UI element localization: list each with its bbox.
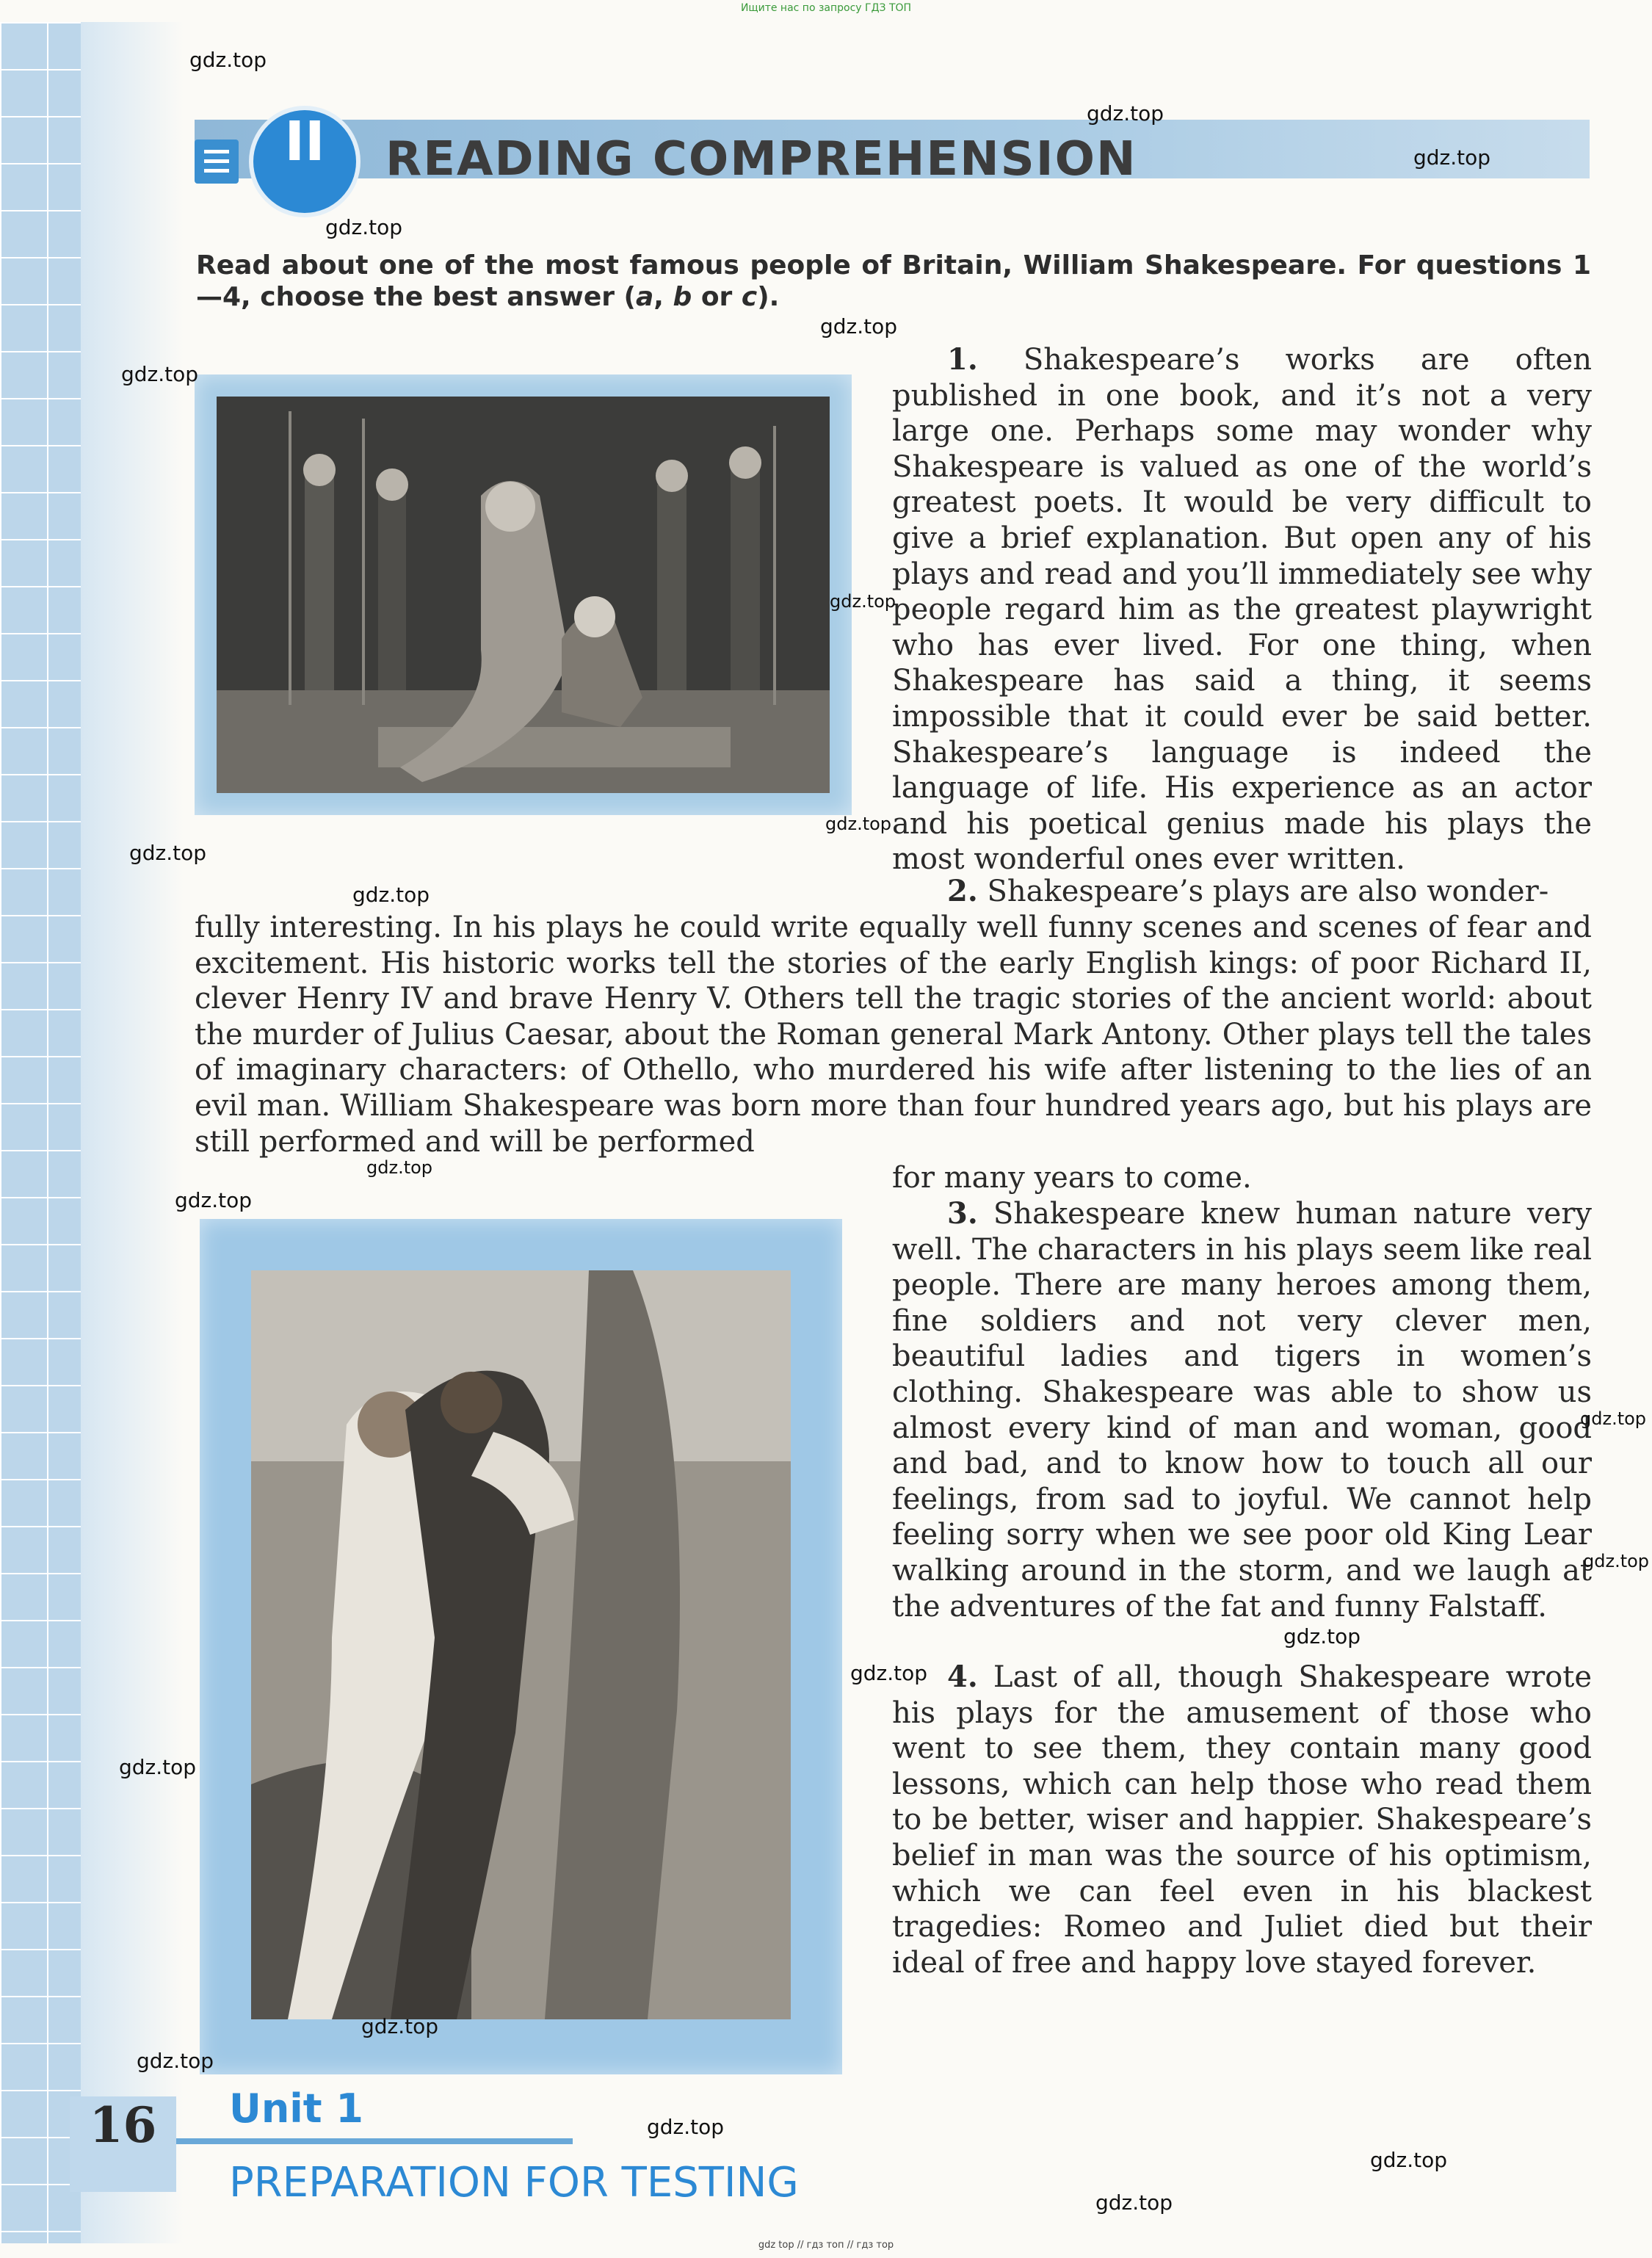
paragraph-2-end: for many years to come. <box>892 1161 1252 1195</box>
paragraph-2-body: fully interesting. In his plays he could write equally well funny scenes and scenes of fear and excitement. His historic works tell the stories of the early English kings: of poor Richard II, clever Henry IV and brave Henry V. Others tell the tragic stories of the ancient world: about the murder of Julius Caesar, about the Roman general Mark Antony. Other plays tell the tales of imaginary characters: of Othello, who murdered his wife after listening to the lies of an evil man. William Shakespeare was born more than four hundred years ago, but his plays are still performed and will be performed <box>195 911 1592 1159</box>
watermark: gdz.top <box>1413 145 1491 170</box>
watermark: gdz.top <box>325 215 403 239</box>
menu-icon <box>195 140 239 184</box>
section-number-badge: II <box>253 110 356 213</box>
watermark: gdz.top <box>189 48 267 72</box>
grid-fade <box>81 22 184 2243</box>
page-number: 16 <box>70 2096 176 2192</box>
unit-subtitle: PREPARATION FOR TESTING <box>229 2159 799 2207</box>
photo-frame-stage <box>195 374 852 815</box>
watermark: gdz.top <box>1095 2190 1173 2215</box>
watermark: gdz.top <box>366 1157 433 1178</box>
watermark: gdz.top <box>129 841 207 865</box>
watermark: gdz.top <box>830 591 896 612</box>
paragraph-1: 1. Shakespeare’s works are often published in one book, and it’s not a very large one. Perhaps some may wonder why Shakespeare is valued as one of the world’s greatest poets. It would be very difficult to give a brief explanation. But open any of his plays and read and you’ll immediately see why people regard him as the greatest playwright who has ever lived. For one thing, when Shakespeare has said a thing, it seems impossible that it could ever be said better. Shakespeare’s language is indeed the language of life. His experience as an actor and his poetical genius made his plays the most wonderful ones ever written. <box>892 342 1592 877</box>
top-note: Ищите нас по запросу ГДЗ ТОП <box>740 2 912 14</box>
watermark: gdz.top <box>647 2115 725 2139</box>
watermark: gdz.top <box>352 883 430 907</box>
romeo-juliet-illustration <box>251 1270 791 2019</box>
unit-divider <box>176 2138 573 2144</box>
unit-title: Unit 1 <box>229 2085 363 2132</box>
paragraph-2-start: 2. Shakespeare’s plays are also wonder- <box>947 874 1549 908</box>
grid-decoration <box>0 22 81 2243</box>
watermark: gdz.top <box>850 1661 928 1685</box>
bottom-note: gdz top // гдз топ // гдз тор <box>758 2240 894 2251</box>
watermark: gdz.top <box>361 2014 439 2038</box>
watermark: gdz.top <box>119 1755 197 1779</box>
task-instructions: Read about one of the most famous people of Britain, William Shakespeare. For questions 1—4, choose the best answer (a, b or c). <box>196 250 1591 312</box>
paragraph-4: 4. Last of all, though Shakespeare wrote his plays for the amusement of those who went to see them, they contain many good lessons, which can help those who read them to be better, wiser and happier. Shakespeare’s belief in man was the source of his optimism, which we can feel even in his blackest tragedies: Romeo and Juliet died but their ideal of free and happy love stayed forever. <box>892 1660 1592 1980</box>
watermark: gdz.top <box>1087 101 1164 126</box>
watermark: gdz.top <box>820 314 898 339</box>
watermark: gdz.top <box>825 814 892 834</box>
paragraph-3: 3. Shakespeare knew human nature very well. The characters in his plays seem like real people. There are many heroes among them, fine soldiers and not very clever men, beautiful ladies and tigers in women’s clothing. Shakespeare was able to show us almost every kind of man and woman, good and bad, and to know how to touch all our feelings, from sad to joyful. We cannot help feeling sorry when we see poor old King Lear walking around in the storm, and we laugh at the adventures of the fat and funny Falstaff. <box>892 1196 1592 1624</box>
watermark: gdz.top <box>121 362 199 386</box>
watermark: gdz.top <box>137 2049 214 2073</box>
section-title: READING COMPREHENSION <box>385 132 1137 187</box>
watermark: gdz.top <box>1583 1551 1650 1571</box>
watermark: gdz.top <box>1370 2148 1448 2172</box>
watermark: gdz.top <box>175 1188 253 1212</box>
stage-photo-illustration <box>217 397 830 793</box>
photo-frame-romeo-juliet <box>200 1219 842 2074</box>
watermark: gdz.top <box>1580 1408 1647 1429</box>
watermark: gdz.top <box>1283 1624 1361 1649</box>
